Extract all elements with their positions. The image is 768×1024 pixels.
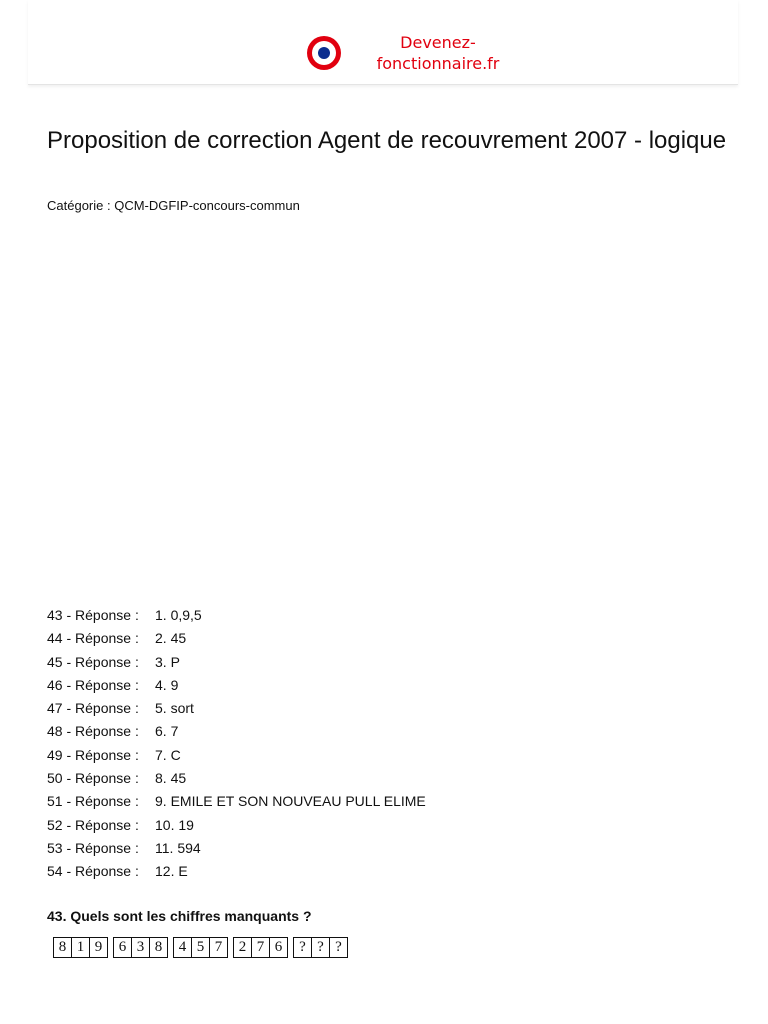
page-title: Proposition de correction Agent de recouvrement 2007 - logique <box>47 127 727 154</box>
answer-value: 5. sort <box>155 700 194 717</box>
digit-box: 4 <box>173 937 192 958</box>
answer-row <box>47 790 426 813</box>
answer-label: 51 - Réponse : <box>47 793 139 810</box>
digit-box: 7 <box>209 937 228 958</box>
logo-line-1: Devenez- <box>400 33 476 52</box>
answer-label: 50 - Réponse : <box>47 770 139 787</box>
answer-label: 47 - Réponse : <box>47 700 139 717</box>
category-label: Catégorie : QCM-DGFIP-concours-commun <box>47 198 300 213</box>
digit-group <box>233 937 288 958</box>
digit-group <box>113 937 168 958</box>
answer-label: 44 - Réponse : <box>47 630 139 647</box>
unknown-digit-box: ? <box>293 937 312 958</box>
digit-box: 3 <box>131 937 150 958</box>
answer-row <box>47 604 426 627</box>
answer-row <box>47 837 426 860</box>
answer-row <box>47 651 426 674</box>
site-logo[interactable] <box>307 32 527 72</box>
answer-value: 2. 45 <box>155 630 187 647</box>
answer-value: 6. 7 <box>155 723 179 740</box>
digit-box: 1 <box>71 937 90 958</box>
answer-label: 45 - Réponse : <box>47 653 139 670</box>
logo-line-2: fonctionnaire.fr <box>376 54 500 73</box>
digit-group-unknown <box>293 937 348 958</box>
unknown-digit-box: ? <box>329 937 348 958</box>
answer-value: 1. 0,9,5 <box>155 607 202 623</box>
answer-value: 12. E <box>155 863 188 880</box>
answer-label: 52 - Réponse : <box>47 816 139 833</box>
digit-box: 8 <box>53 937 72 958</box>
answer-row <box>47 627 426 650</box>
digit-box: 7 <box>251 937 270 958</box>
answer-label: 54 - Réponse : <box>47 863 139 880</box>
answer-value: 7. C <box>155 746 181 763</box>
answer-row <box>47 860 426 883</box>
digit-box: 5 <box>191 937 210 958</box>
number-sequence <box>53 937 348 958</box>
answer-value: 11. 594 <box>155 839 201 856</box>
answer-row <box>47 814 426 837</box>
answer-label: 53 - Réponse : <box>47 839 139 856</box>
answer-value: 4. 9 <box>155 676 179 693</box>
digit-box: 8 <box>149 937 168 958</box>
answer-row <box>47 697 426 720</box>
digit-box: 9 <box>89 937 108 958</box>
answer-label: 48 - Réponse : <box>47 723 139 740</box>
answer-row <box>47 720 426 743</box>
answer-value: 10. 19 <box>155 816 194 833</box>
question-heading: 43. Quels sont les chiffres manquants ? <box>47 908 312 924</box>
digit-box: 6 <box>113 937 132 958</box>
answer-row <box>47 767 426 790</box>
answer-list <box>47 604 426 884</box>
answer-value: 8. 45 <box>155 770 187 787</box>
answer-label: 46 - Réponse : <box>47 676 139 693</box>
digit-box: 2 <box>233 937 252 958</box>
answer-label: 43 - Réponse : <box>47 607 139 623</box>
cocarde-icon <box>307 36 341 70</box>
digit-group <box>53 937 108 958</box>
digit-group <box>173 937 228 958</box>
answer-label: 49 - Réponse : <box>47 746 139 763</box>
answer-row <box>47 744 426 767</box>
answer-value: 3. P <box>155 653 180 670</box>
digit-box: 6 <box>269 937 288 958</box>
site-header <box>28 0 738 85</box>
answer-row <box>47 674 426 697</box>
logo-text <box>353 32 523 74</box>
answer-value: 9. EMILE ET SON NOUVEAU PULL ELIME <box>155 793 426 810</box>
unknown-digit-box: ? <box>311 937 330 958</box>
